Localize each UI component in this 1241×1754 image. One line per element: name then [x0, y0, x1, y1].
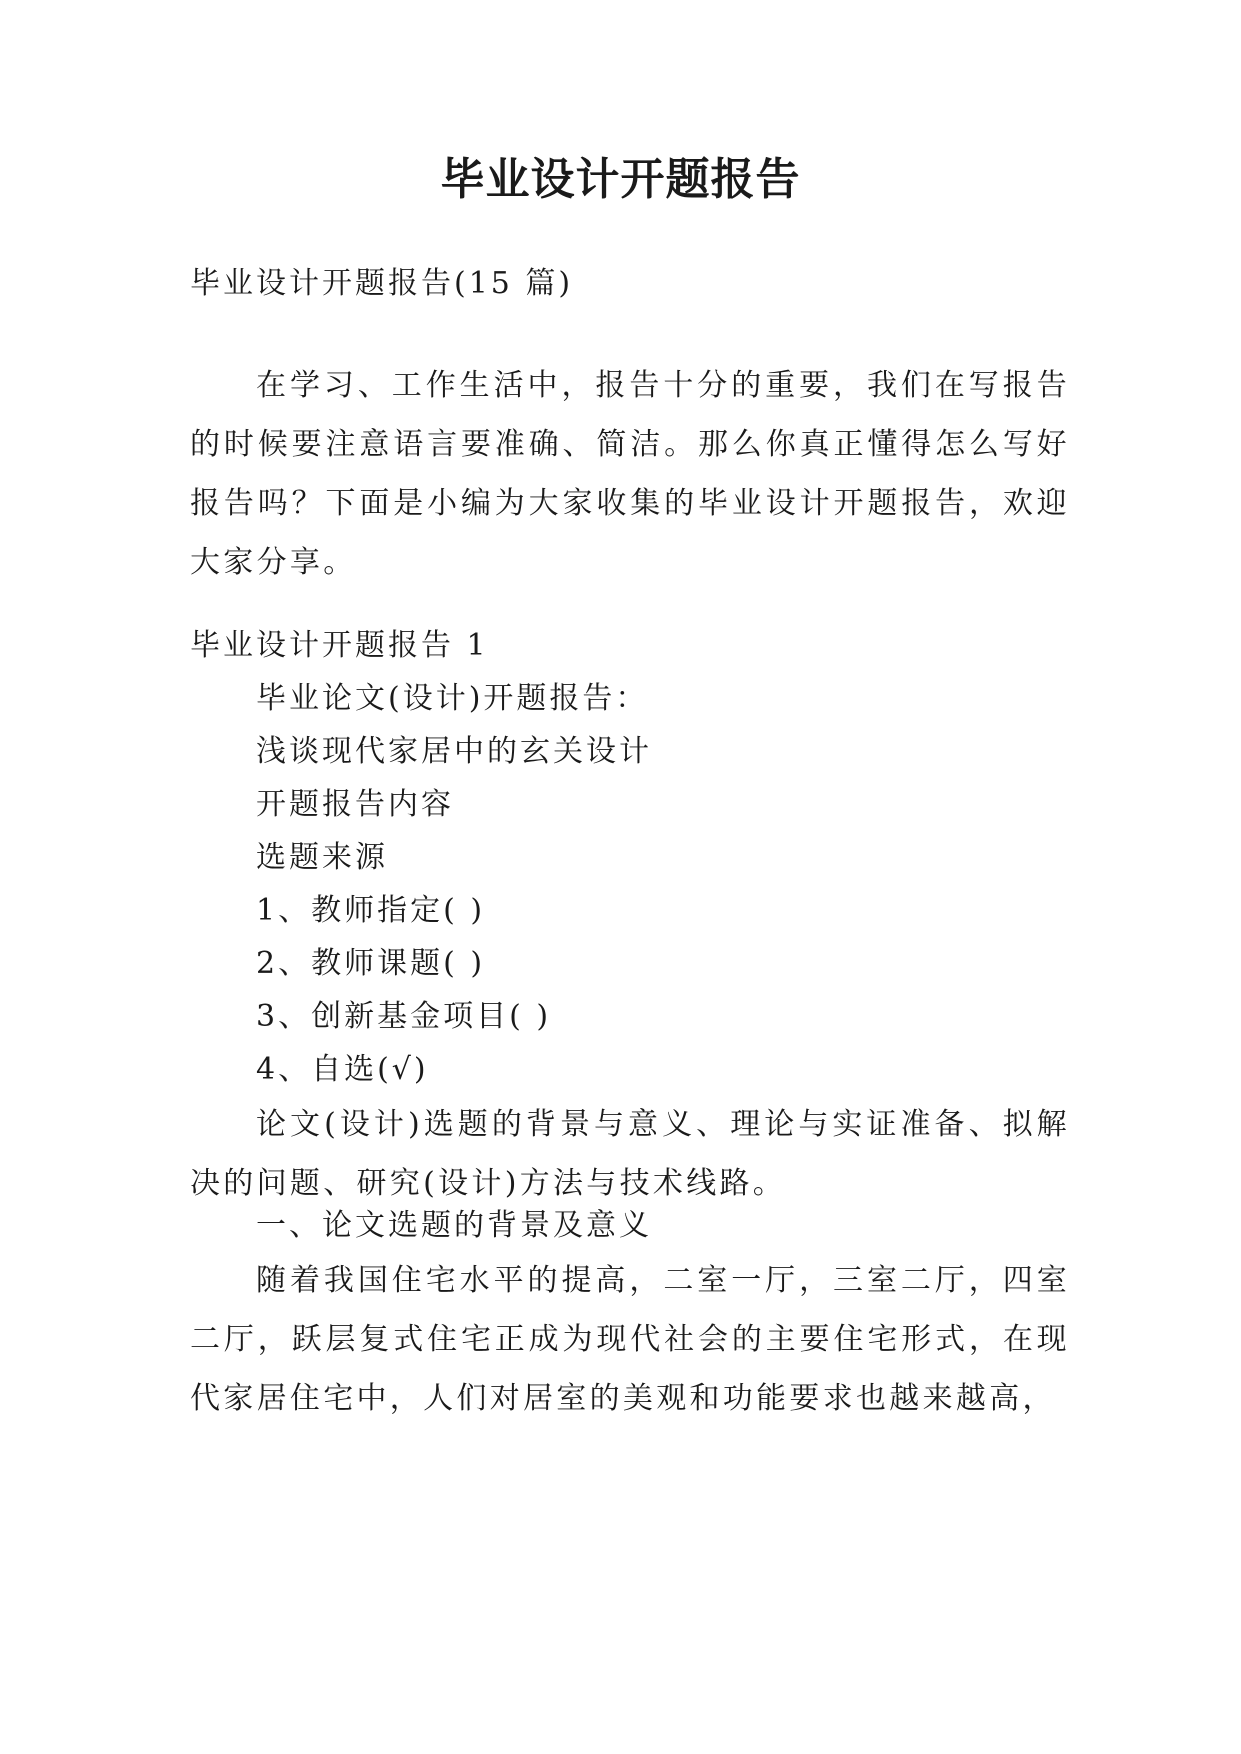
- topic-source-label: 选题来源: [256, 840, 388, 875]
- source-option-teacher-assigned: 1、教师指定( ): [256, 893, 486, 928]
- source-option-innovation-fund: 3、创新基金项目( ): [256, 999, 552, 1034]
- document-title: 毕业设计开题报告: [440, 154, 801, 205]
- intro-paragraph: 在学习、工作生活中，报告十分的重要，我们在写报告的时候要注意语言要准确、简洁。那么你真正懂得怎么写好报告吗？下面是小编为大家收集的毕业设计开题报告，欢迎大家分享。: [190, 368, 1070, 580]
- topic-background-paragraph: 论文(设计)选题的背景与意义、理论与实证准备、拟解决的问题、研究(设计)方法与技术线路。: [190, 1107, 1070, 1201]
- section-heading: 毕业设计开题报告 1: [190, 628, 489, 663]
- source-option-self-selected: 4、自选(√): [256, 1052, 429, 1087]
- document-subtitle: 毕业设计开题报告(15 篇): [190, 266, 574, 301]
- background-paragraph: 随着我国住宅水平的提高，二室一厅，三室二厅，四室二厅，跃层复式住宅正成为现代社会的主要住宅形式，在现代家居住宅中，人们对居室的美观和功能要求也越来越高，: [190, 1263, 1070, 1416]
- heading-background-significance: 一、论文选题的背景及意义: [256, 1208, 652, 1243]
- thesis-title: 浅谈现代家居中的玄关设计: [256, 734, 652, 769]
- report-content-label: 开题报告内容: [256, 787, 454, 822]
- source-option-teacher-project: 2、教师课题( ): [256, 946, 486, 981]
- report-subject-label: 毕业论文(设计)开题报告：: [256, 681, 649, 716]
